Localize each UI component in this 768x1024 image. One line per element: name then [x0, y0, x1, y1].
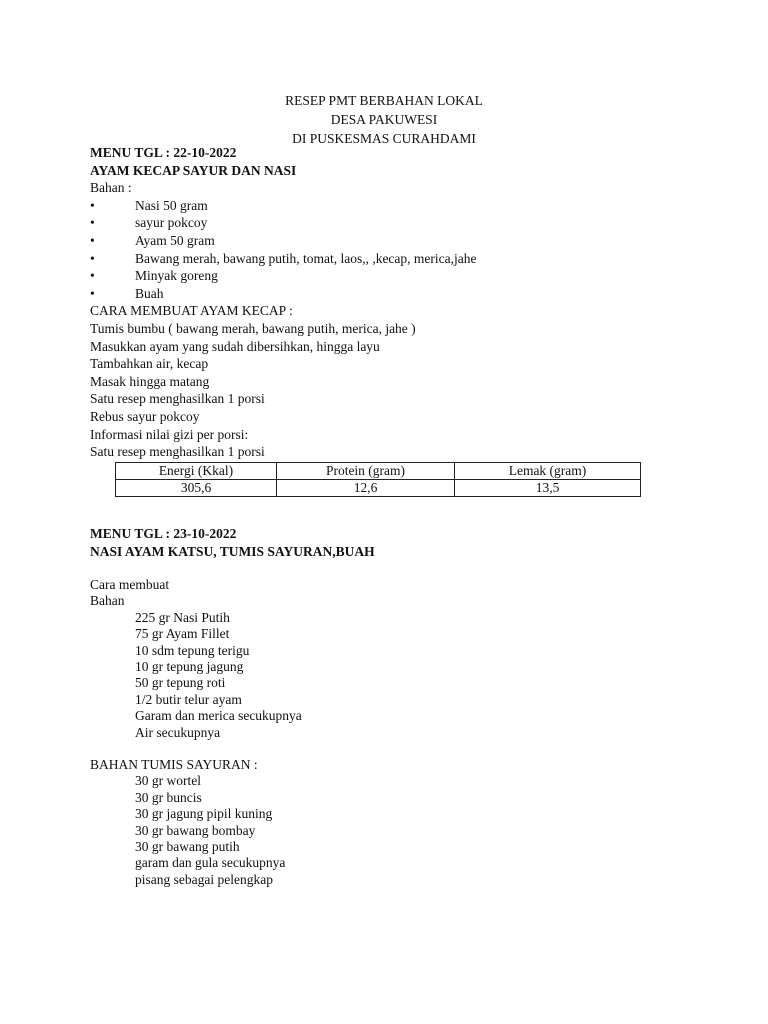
method-step: Tumis bumbu ( bawang merah, bawang putih, merica, jahe )	[90, 320, 416, 336]
nutrition-header-lemak: Lemak (gram)	[455, 463, 641, 480]
ingredient-text: Buah	[135, 285, 164, 301]
ingredient-text: Ayam 50 gram	[135, 232, 215, 248]
bullet-mark: •	[90, 215, 95, 231]
ingredient-item: 50 gr tepung roti	[135, 675, 226, 691]
document-header	[0, 91, 768, 148]
bullet-mark: •	[90, 285, 95, 301]
method-step: Rebus sayur pokcoy	[90, 408, 200, 424]
ingredient-item: 10 sdm tepung terigu	[135, 642, 250, 658]
ingredient-item	[90, 267, 730, 285]
menu-2-date: MENU TGL : 23-10-2022	[90, 526, 237, 541]
ingredient-item: Garam dan merica secukupnya	[135, 708, 302, 724]
cara-membuat-label: Cara membuat	[90, 577, 170, 592]
bullet-mark: •	[90, 268, 95, 284]
ingredient-item	[90, 197, 730, 215]
ingredient-item: 10 gr tepung jagung	[135, 658, 244, 674]
ingredient-item: Air secukupnya	[135, 724, 221, 740]
tumis-sayuran-label: BAHAN TUMIS SAYURAN :	[90, 757, 258, 772]
sayuran-item: 30 gr bawang putih	[135, 838, 240, 854]
sayuran-item: 30 gr wortel	[135, 773, 201, 789]
menu-1-section	[90, 144, 730, 461]
ingredient-text: Nasi 50 gram	[135, 197, 208, 213]
nutrition-value-row	[116, 480, 641, 497]
ingredient-item	[90, 232, 730, 250]
menu-1-title: AYAM KECAP SAYUR DAN NASI	[90, 162, 297, 178]
header-line-1: RESEP PMT BERBAHAN LOKAL	[285, 93, 483, 108]
menu-1-bahan-label: Bahan :	[90, 180, 132, 196]
ingredient-text: Minyak goreng	[135, 268, 218, 284]
ingredient-text: sayur pokcoy	[135, 215, 208, 231]
ingredient-item: 1/2 butir telur ayam	[135, 691, 242, 707]
nutrition-header-energi: Energi (Kkal)	[116, 463, 277, 480]
tumis-sayuran-section	[90, 757, 730, 888]
method-heading: CARA MEMBUAT AYAM KECAP :	[90, 303, 293, 319]
sayuran-item: 30 gr buncis	[135, 789, 202, 805]
bullet-mark: •	[90, 197, 95, 213]
nutrition-value-protein: 12,6	[277, 480, 455, 497]
menu-2-body	[90, 577, 730, 741]
nutrition-value-energi: 305,6	[116, 480, 277, 497]
ingredient-item: 75 gr Ayam Fillet	[135, 626, 230, 642]
menu-2-title: NASI AYAM KATSU, TUMIS SAYURAN,BUAH	[90, 543, 375, 559]
nutrition-header-protein: Protein (gram)	[277, 463, 455, 480]
menu-1-date: MENU TGL : 22-10-2022	[90, 145, 237, 160]
method-step: Satu resep menghasilkan 1 porsi	[90, 444, 265, 460]
method-step: Tambahkan air, kecap	[90, 356, 209, 372]
ingredient-item	[90, 214, 730, 232]
ingredient-item: 225 gr Nasi Putih	[135, 609, 230, 625]
header-line-2: DESA PAKUWESI	[330, 112, 438, 127]
nutrition-table	[115, 462, 641, 497]
sayuran-item: garam dan gula secukupnya	[135, 855, 286, 871]
sayuran-item: pisang sebagai pelengkap	[135, 871, 273, 887]
menu-2-section	[90, 525, 730, 560]
ingredient-text: Bawang merah, bawang putih, tomat, laos,, ,kecap, merica,jahe	[135, 250, 477, 266]
header-line-3: DI PUSKESMAS CURAHDAMI	[292, 131, 476, 146]
bullet-mark: •	[90, 232, 95, 248]
sayuran-item: 30 gr jagung pipil kuning	[135, 806, 273, 822]
nutrition-value-lemak: 13,5	[455, 480, 641, 497]
menu-2-bahan-label: Bahan	[90, 593, 125, 609]
method-step: Informasi nilai gizi per porsi:	[90, 426, 249, 442]
sayuran-item: 30 gr bawang bombay	[135, 822, 256, 838]
method-step: Satu resep menghasilkan 1 porsi	[90, 391, 265, 407]
ingredient-item	[90, 285, 730, 303]
method-step: Masukkan ayam yang sudah dibersihkan, hingga layu	[90, 338, 380, 354]
method-step: Masak hingga matang	[90, 373, 210, 389]
ingredient-item	[90, 250, 730, 268]
bullet-mark: •	[90, 250, 95, 266]
nutrition-header-row	[116, 463, 641, 480]
